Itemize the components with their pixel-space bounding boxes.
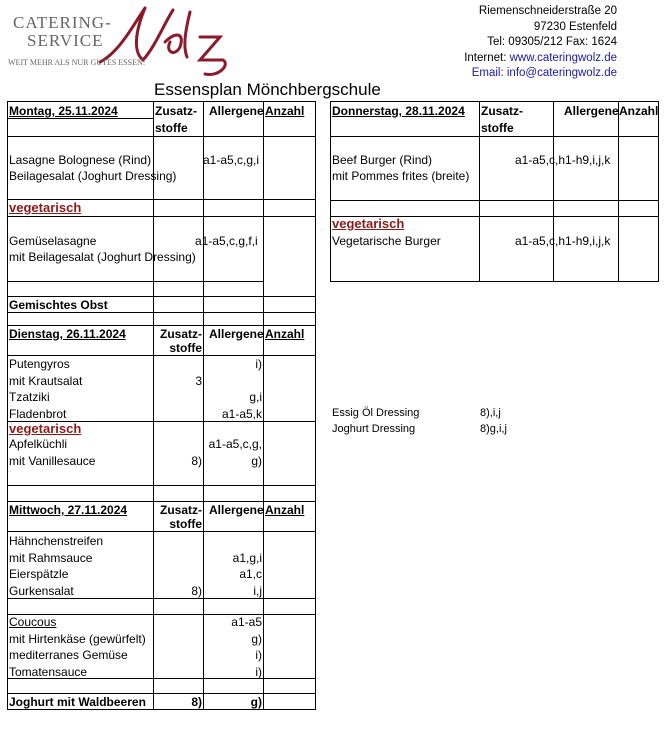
allergene-value: i) — [255, 357, 262, 371]
allergene-value: a1-a5,c,g,f,i — [195, 234, 258, 248]
zusatzstoffe-value: 8) — [191, 583, 202, 598]
zusatzstoffe-header-cont: stoffe — [169, 517, 202, 531]
allergene-header: Allergene — [564, 104, 619, 118]
monday-day-heading: Montag, 25.11.2024 — [9, 104, 118, 118]
allergene-header: Allergene — [209, 104, 264, 118]
menu-item: Tomatensauce — [9, 664, 88, 679]
address-internet — [464, 51, 617, 67]
menu-item: Beef Burger (Rind) — [332, 153, 433, 167]
zusatzstoffe-header-cont: stoffe — [155, 121, 188, 135]
address-phone: Tel: 09305/212 Fax: 1624 — [487, 36, 617, 48]
menu-item: mit Pommes frites (breite) — [332, 169, 470, 183]
menu-item: Putengyros — [9, 357, 70, 371]
allergene-value: g) — [251, 454, 262, 468]
anzahl-header: Anzahl — [265, 327, 305, 341]
menu-item: Tzatziki — [9, 390, 50, 404]
zusatzstoffe-header-cont: stoffe — [169, 341, 202, 355]
thursday-day-heading: Donnerstag, 28.11.2024 — [332, 104, 465, 118]
allergene-value: a1-a5 — [231, 615, 262, 629]
menu-item: Beilagesalat (Joghurt Dressing) — [9, 169, 177, 183]
logo-tagline: WEIT MEHR ALS NUR GUTES ESSEN! — [8, 58, 146, 67]
allergene-header: Allergene — [209, 503, 264, 517]
allergene-value: a1,g,i — [232, 550, 262, 565]
vegetarian-label: vegetarisch — [9, 200, 82, 215]
menu-item: Gurkensalat — [9, 583, 74, 598]
zusatzstoffe-value: 8) — [191, 695, 202, 709]
allergene-value: a1-a5,c,h1-h9,i,j,k — [515, 234, 611, 248]
menu-item: mediterranes Gemüse — [9, 648, 128, 662]
vegetarian-label: vegetarisch — [9, 421, 82, 436]
dressing-allergene: 8),i,j — [480, 407, 501, 419]
logo-text-catering: CATERING- — [13, 13, 112, 32]
zusatzstoffe-value: 8) — [191, 454, 202, 468]
allergene-value: g) — [251, 631, 262, 646]
menu-item: mit Hirtenkäse (gewürfelt) — [9, 631, 146, 646]
menu-item: mit Krautsalat — [9, 373, 83, 388]
allergene-value: a1,c — [239, 567, 262, 581]
zusatzstoffe-header: Zusatz- — [160, 327, 202, 341]
page-title: Essensplan Mönchbergschule — [154, 80, 381, 99]
dessert-item: Joghurt mit Waldbeeren — [9, 695, 146, 709]
menu-item: Hähnchenstreifen — [9, 534, 104, 548]
dressing-name: Joghurt Dressing — [332, 423, 416, 435]
allergene-value: i) — [255, 664, 262, 679]
allergene-value: a1-a5,c,g,i — [203, 153, 260, 167]
allergene-value: g,i — [249, 390, 262, 404]
allergene-value: a1-a5,c,g, — [208, 437, 262, 451]
menu-item: mit Vanillesauce — [9, 454, 96, 468]
address-street: Riemenschneiderstraße 20 — [478, 5, 617, 17]
anzahl-header: Anzahl — [265, 503, 305, 517]
zusatzstoffe-header: Zusatz- — [155, 104, 197, 118]
menu-item: Apfelküchli — [9, 437, 68, 451]
menu-item: Eierspätzle — [9, 567, 69, 581]
zusatzstoffe-header: Zusatz- — [481, 104, 523, 118]
website-link[interactable]: www.cateringwolz.de — [509, 51, 617, 64]
anzahl-header: Anzahl — [619, 104, 659, 118]
zusatzstoffe-header: Zusatz- — [160, 503, 202, 517]
email-link[interactable]: Email: info@cateringwolz.de — [471, 67, 617, 79]
zusatzstoffe-header-cont: stoffe — [481, 121, 514, 135]
allergene-value: i) — [255, 648, 262, 662]
allergene-value: i,j — [253, 583, 262, 598]
logo-text-service: SERVICE — [27, 31, 104, 50]
address-city: 97230 Estenfeld — [533, 20, 617, 33]
menu-item: Coucous — [9, 615, 57, 629]
allergene-header: Allergene — [209, 327, 264, 341]
dressing-name: Essig Öl Dressing — [332, 407, 420, 419]
vegetarian-label: vegetarisch — [332, 216, 405, 231]
menu-item: Gemüselasagne — [9, 234, 97, 248]
anzahl-header: Anzahl — [265, 104, 305, 118]
menu-item: mit Rahmsauce — [9, 550, 93, 565]
allergene-value: a1-a5,c,h1-h9,i,j,k — [515, 153, 611, 167]
dessert-item: Gemischtes Obst — [9, 298, 108, 312]
zusatzstoffe-value: 3 — [195, 373, 202, 388]
dressing-allergene: 8)g,i,j — [480, 423, 507, 435]
menu-item: Fladenbrot — [9, 406, 67, 421]
allergene-value: a1-a5,k — [221, 406, 262, 421]
tuesday-day-heading: Dienstag, 26.11.2024 — [9, 327, 126, 341]
menu-item: Lasagne Bolognese (Rind) — [9, 153, 152, 167]
menu-item: Vegetarische Burger — [332, 234, 441, 248]
allergene-value: g) — [250, 695, 262, 709]
catering-wolz-logo — [5, 2, 245, 78]
internet-label: Internet: — [464, 51, 510, 64]
menu-item: mit Beilagesalat (Joghurt Dressing) — [9, 250, 196, 264]
wednesday-day-heading: Mittwoch, 27.11.2024 — [9, 503, 128, 517]
